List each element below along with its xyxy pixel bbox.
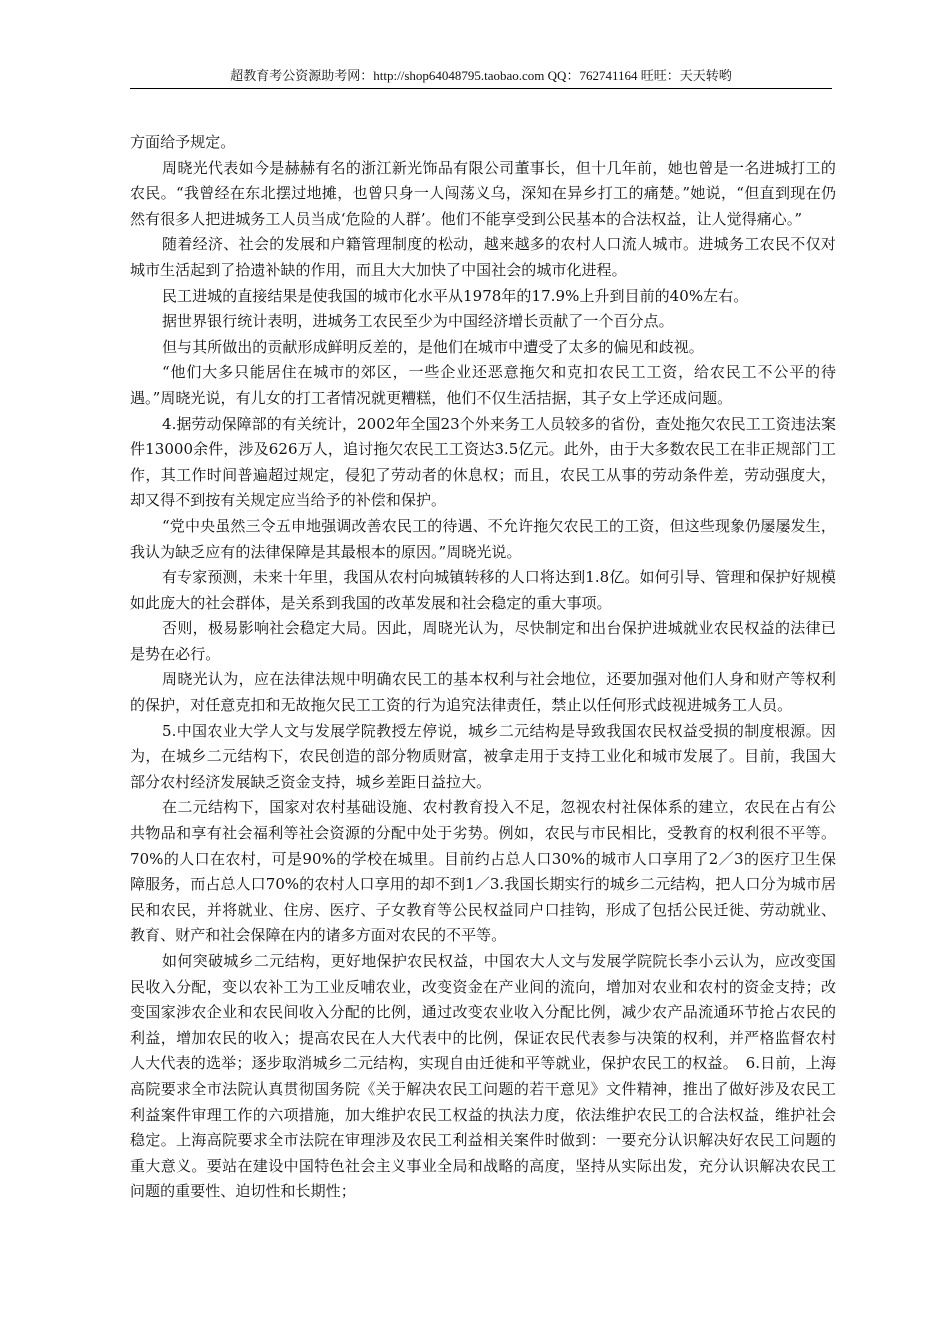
paragraph: 方面给予规定。 — [130, 133, 236, 151]
paragraph: “党中央虽然三令五申地强调改善农民工的待遇、不允许拖欠农民工的工资，但这些现象仍屡屡发生，我认为缺乏应有的法律保障是其最根本的原因。”周晓光说。 — [130, 516, 836, 561]
paragraph: 在二元结构下，国家对农村基础设施、农村教育投入不足，忽视农村社保体系的建立，农民在占有公共物品和享有社会福利等社会资源的分配中处于劣势。例如，农民与市民相比，受教育的权利很不平等。70%的人口在农村，可是90%的学校在城里。目前约占总人口30%的城市人口享用了2／3的医疗卫生保障服务，而占总人口70%的农村人口享用的却不到1／3.我国长期实行的城乡二元结构，把人口分为城市居民和农民，并将就业、住房、医疗、子女教育等公民权益同户口挂钩，形成了包括公民迁徙、劳动就业、教育、财产和社会保障在内的诸多方面对农民的不平等。 — [130, 798, 836, 945]
paragraph: 周晓光代表如今是赫赫有名的浙江新光饰品有限公司董事长，但十几年前，她也曾是一名进城打工的农民。“我曾经在东北摆过地摊，也曾只身一人闯荡义乌，深知在异乡打工的痛楚。”她说，“但直到现在仍然有很多人把进城务工人员当成‘危险的人群’。他们不能享受到公民基本的合法权益，让人觉得痛心。” — [130, 158, 836, 228]
paragraph: 据世界银行统计表明，进城务工农民至少为中国经济增长贡献了一个百分点。 — [162, 312, 674, 331]
paragraph: 5.中国农业大学人文与发展学院教授左停说，城乡二元结构是导致我国农民权益受损的制度根源。因为，在城乡二元结构下，农民创造的部分物质财富，被拿走用于支持工业化和城市发展了。目前，我国大部分农村经济发展缺乏资金支持，城乡差距日益拉大。 — [130, 721, 836, 791]
paragraph: “他们大多只能居住在城市的郊区，一些企业还恶意拖欠和克扣农民工工资，给农民工不公平的待遇。”周晓光说，有儿女的打工者情况就更糟糕，他们不仅生活拮据，其子女上学还成问题。 — [130, 363, 836, 407]
paragraph: 如何突破城乡二元结构，更好地保护农民权益，中国农大人文与发展学院院长李小云认为，应改变国民收入分配，变以农补工为工业反哺农业，改变资金在产业间的流向，增加对农业和农村的资金支持；改变国家涉农企业和农民间收入分配的比例，通过改变农业收入分配比例，减少农产品流通环节抢占农民的利益，增加农民的收入；提高农民在人大代表中的比例，保证农民代表参与决策的权利，并严格监督农村人大代表的选举；逐步取消城乡二元结构，实现自由迁徙和平等就业，保护农民工的权益。 6.日前，上海高院要求全市法院认真贯彻国务院《关于解决农民工问题的若干意见》文件精神，推出了做好涉及农民工利益案件审理工作的六项措施，加大维护农民工权益的执法力度，依法维护农民工的合法权益，维护社会稳定。上海高院要求全市法院在审理涉及农民工利益相关案件时做到：一要充分认识解决好农民工问题的重大意义。要站在建设中国特色社会主义事业全局和战略的高度，坚持从实际出发，充分认识解决农民工问题的重要性、迫切性和长期性； — [130, 952, 836, 1201]
paragraph: 但与其所做出的贡献形成鲜明反差的，是他们在城市中遭受了太多的偏见和歧视。 — [162, 337, 704, 356]
paragraph: 民工进城的直接结果是使我国的城市化水平从1978年的17.9%上升到目前的40%左右。 — [162, 286, 749, 305]
paragraph: 4.据劳动保障部的有关统计，2002年全国23个外来务工人员较多的省份，查处拖欠农民工工资违法案件13000余件，涉及626万人，追讨拖欠农民工工资达3.5亿元。此外，由于大多数农民工在非正规部门工作，其工作时间普遍超过规定，侵犯了劳动者的休息权；而且，农民工从事的劳动条件差，劳动强度大，却又得不到按有关规定应当给予的补偿和保护。 — [130, 414, 836, 510]
paragraph: 随着经济、社会的发展和户籍管理制度的松动，越来越多的农村人口流人城市。进城务工农民不仅对城市生活起到了拾遗补缺的作用，而且大大加快了中国社会的城市化进程。 — [130, 235, 836, 279]
page-header: 超教育考公资源助考网：http://shop64048795.taobao.com QQ：762741164 旺旺：天天转哟 — [230, 68, 732, 83]
header-rule — [130, 88, 832, 89]
paragraph: 周晓光认为，应在法律法规中明确农民工的基本权利与社会地位，还要加强对他们人身和财产等权利的保护，对任意克扣和无故拖欠民工工资的行为追究法律责任，禁止以任何形式歧视进城务工人员。 — [130, 670, 836, 715]
document-body — [130, 130, 836, 1205]
paragraph: 有专家预测，未来十年里，我国从农村向城镇转移的人口将达到1.8亿。如何引导、管理和保护好规模如此庞大的社会群体，是关系到我国的改革发展和社会稳定的重大事项。 — [130, 568, 836, 612]
paragraph: 否则，极易影响社会稳定大局。因此，周晓光认为，尽快制定和出台保护进城就业农民权益的法律已是势在必行。 — [130, 619, 836, 663]
